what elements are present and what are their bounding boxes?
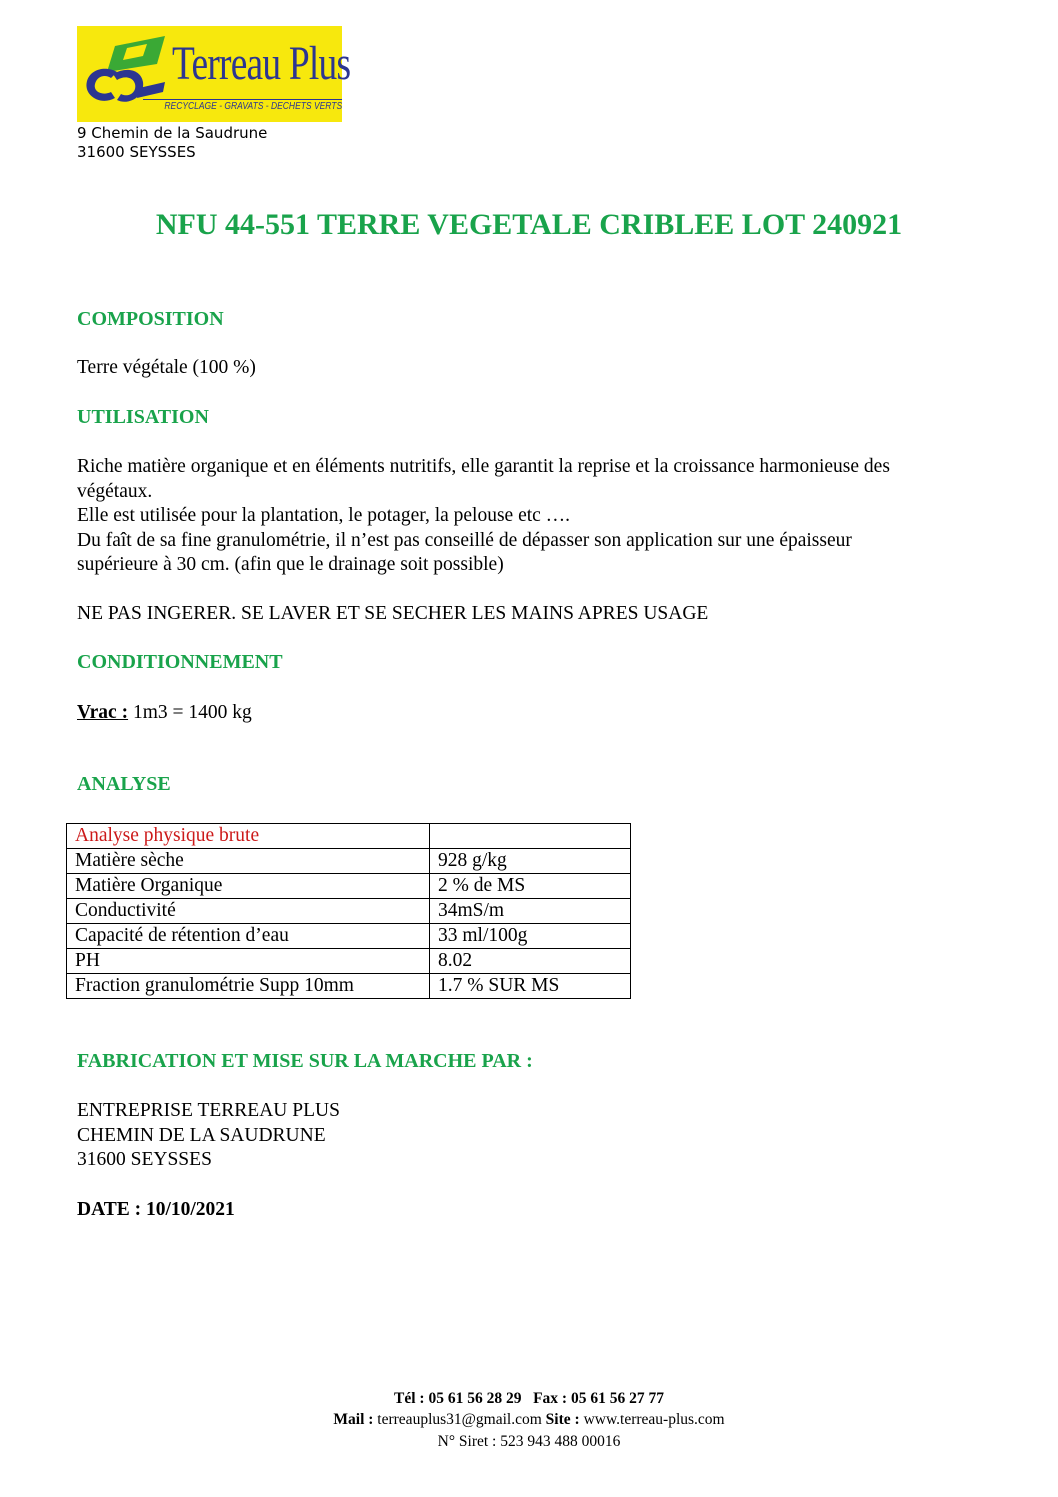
table-cell-value: 928 g/kg: [430, 849, 631, 874]
utilisation-line-4: Du faît de sa fine granulométrie, il n’est pas conseillé de dépasser son application sur une épaisseur: [77, 530, 852, 551]
analyse-heading: ANALYSE: [77, 773, 171, 795]
safety-warning: NE PAS INGERER. SE LAVER ET SE SECHER LES MAINS APRES USAGE: [77, 603, 709, 624]
footer-phone-fax: [0, 1388, 1058, 1409]
utilisation-line-1: Riche matière organique et en éléments nutritifs, elle garantit la reprise et la croissance harmonieuse des: [77, 456, 890, 477]
manufacturer-line-1: ENTREPRISE TERREAU PLUS: [77, 1100, 340, 1121]
fabrication-heading: FABRICATION ET MISE SUR LA MARCHE PAR :: [77, 1050, 533, 1072]
table-header-cell: [430, 824, 631, 849]
table-cell-value: 33 ml/100g: [430, 924, 631, 949]
header-address-line2: 31600 SEYSSES: [77, 143, 196, 161]
document-date: DATE : 10/10/2021: [77, 1199, 235, 1220]
footer-mail-site: [0, 1409, 1058, 1430]
footer-siret: N° Siret : 523 943 488 00016: [437, 1433, 621, 1450]
table-cell-value: 1.7 % SUR MS: [430, 974, 631, 999]
table-header-cell: Analyse physique brute: [67, 824, 430, 849]
manufacturer-line-3: 31600 SEYSSES: [77, 1149, 212, 1170]
table-row: [67, 974, 631, 999]
table-row: [67, 924, 631, 949]
logo-tagline: RECYCLAGE - GRAVATS - DECHETS VERTS: [164, 101, 343, 112]
table-cell-parameter: Conductivité: [67, 899, 430, 924]
composition-heading: COMPOSITION: [77, 308, 224, 330]
document-title: NFU 44-551 TERRE VEGETALE CRIBLEE LOT 240921: [155, 208, 903, 241]
table-cell-value: 34mS/m: [430, 899, 631, 924]
table-row: [67, 874, 631, 899]
manufacturer-line-2: CHEMIN DE LA SAUDRUNE: [77, 1125, 326, 1146]
logo-divider: [143, 99, 342, 100]
composition-text: Terre végétale (100 %): [77, 357, 256, 378]
table-row: [67, 949, 631, 974]
footer-site: www.terreau-plus.com: [583, 1411, 725, 1428]
table-cell-parameter: Fraction granulométrie Supp 10mm: [67, 974, 430, 999]
footer-tel-label: Tél :: [394, 1390, 429, 1407]
table-cell-parameter: Matière sèche: [67, 849, 430, 874]
utilisation-heading: UTILISATION: [77, 406, 209, 428]
table-row: [67, 899, 631, 924]
table-cell-value: 2 % de MS: [430, 874, 631, 899]
vrac-label: Vrac :: [77, 702, 129, 723]
header-address-line1: 9 Chemin de la Saudrune: [77, 124, 268, 142]
footer-site-label: Site :: [545, 1411, 584, 1428]
footer-fax-label: Fax :: [533, 1390, 571, 1407]
utilisation-line-5: supérieure à 30 cm. (afin que le drainage soit possible): [77, 554, 504, 575]
utilisation-line-2: végétaux.: [77, 481, 153, 502]
utilisation-line-3: Elle est utilisée pour la plantation, le potager, la pelouse etc ….: [77, 505, 571, 526]
footer-mail: terreauplus31@gmail.com: [377, 1411, 542, 1428]
table-cell-parameter: Matière Organique: [67, 874, 430, 899]
footer-tel: 05 61 56 28 29: [428, 1390, 522, 1407]
conditionnement-text: [77, 701, 252, 726]
table-cell-value: 8.02: [430, 949, 631, 974]
footer-fax: 05 61 56 27 77: [570, 1390, 664, 1407]
footer-mail-label: Mail :: [333, 1411, 378, 1428]
company-logo: [77, 26, 351, 122]
analyse-table: [66, 823, 631, 999]
logo-company-name: Terreau Plus: [172, 37, 351, 90]
table-cell-parameter: Capacité de rétention d’eau: [67, 924, 430, 949]
table-cell-parameter: PH: [67, 949, 430, 974]
table-header-row: [67, 824, 631, 849]
vrac-value: 1m3 = 1400 kg: [128, 702, 252, 723]
conditionnement-heading: CONDITIONNEMENT: [77, 651, 283, 673]
table-row: [67, 849, 631, 874]
